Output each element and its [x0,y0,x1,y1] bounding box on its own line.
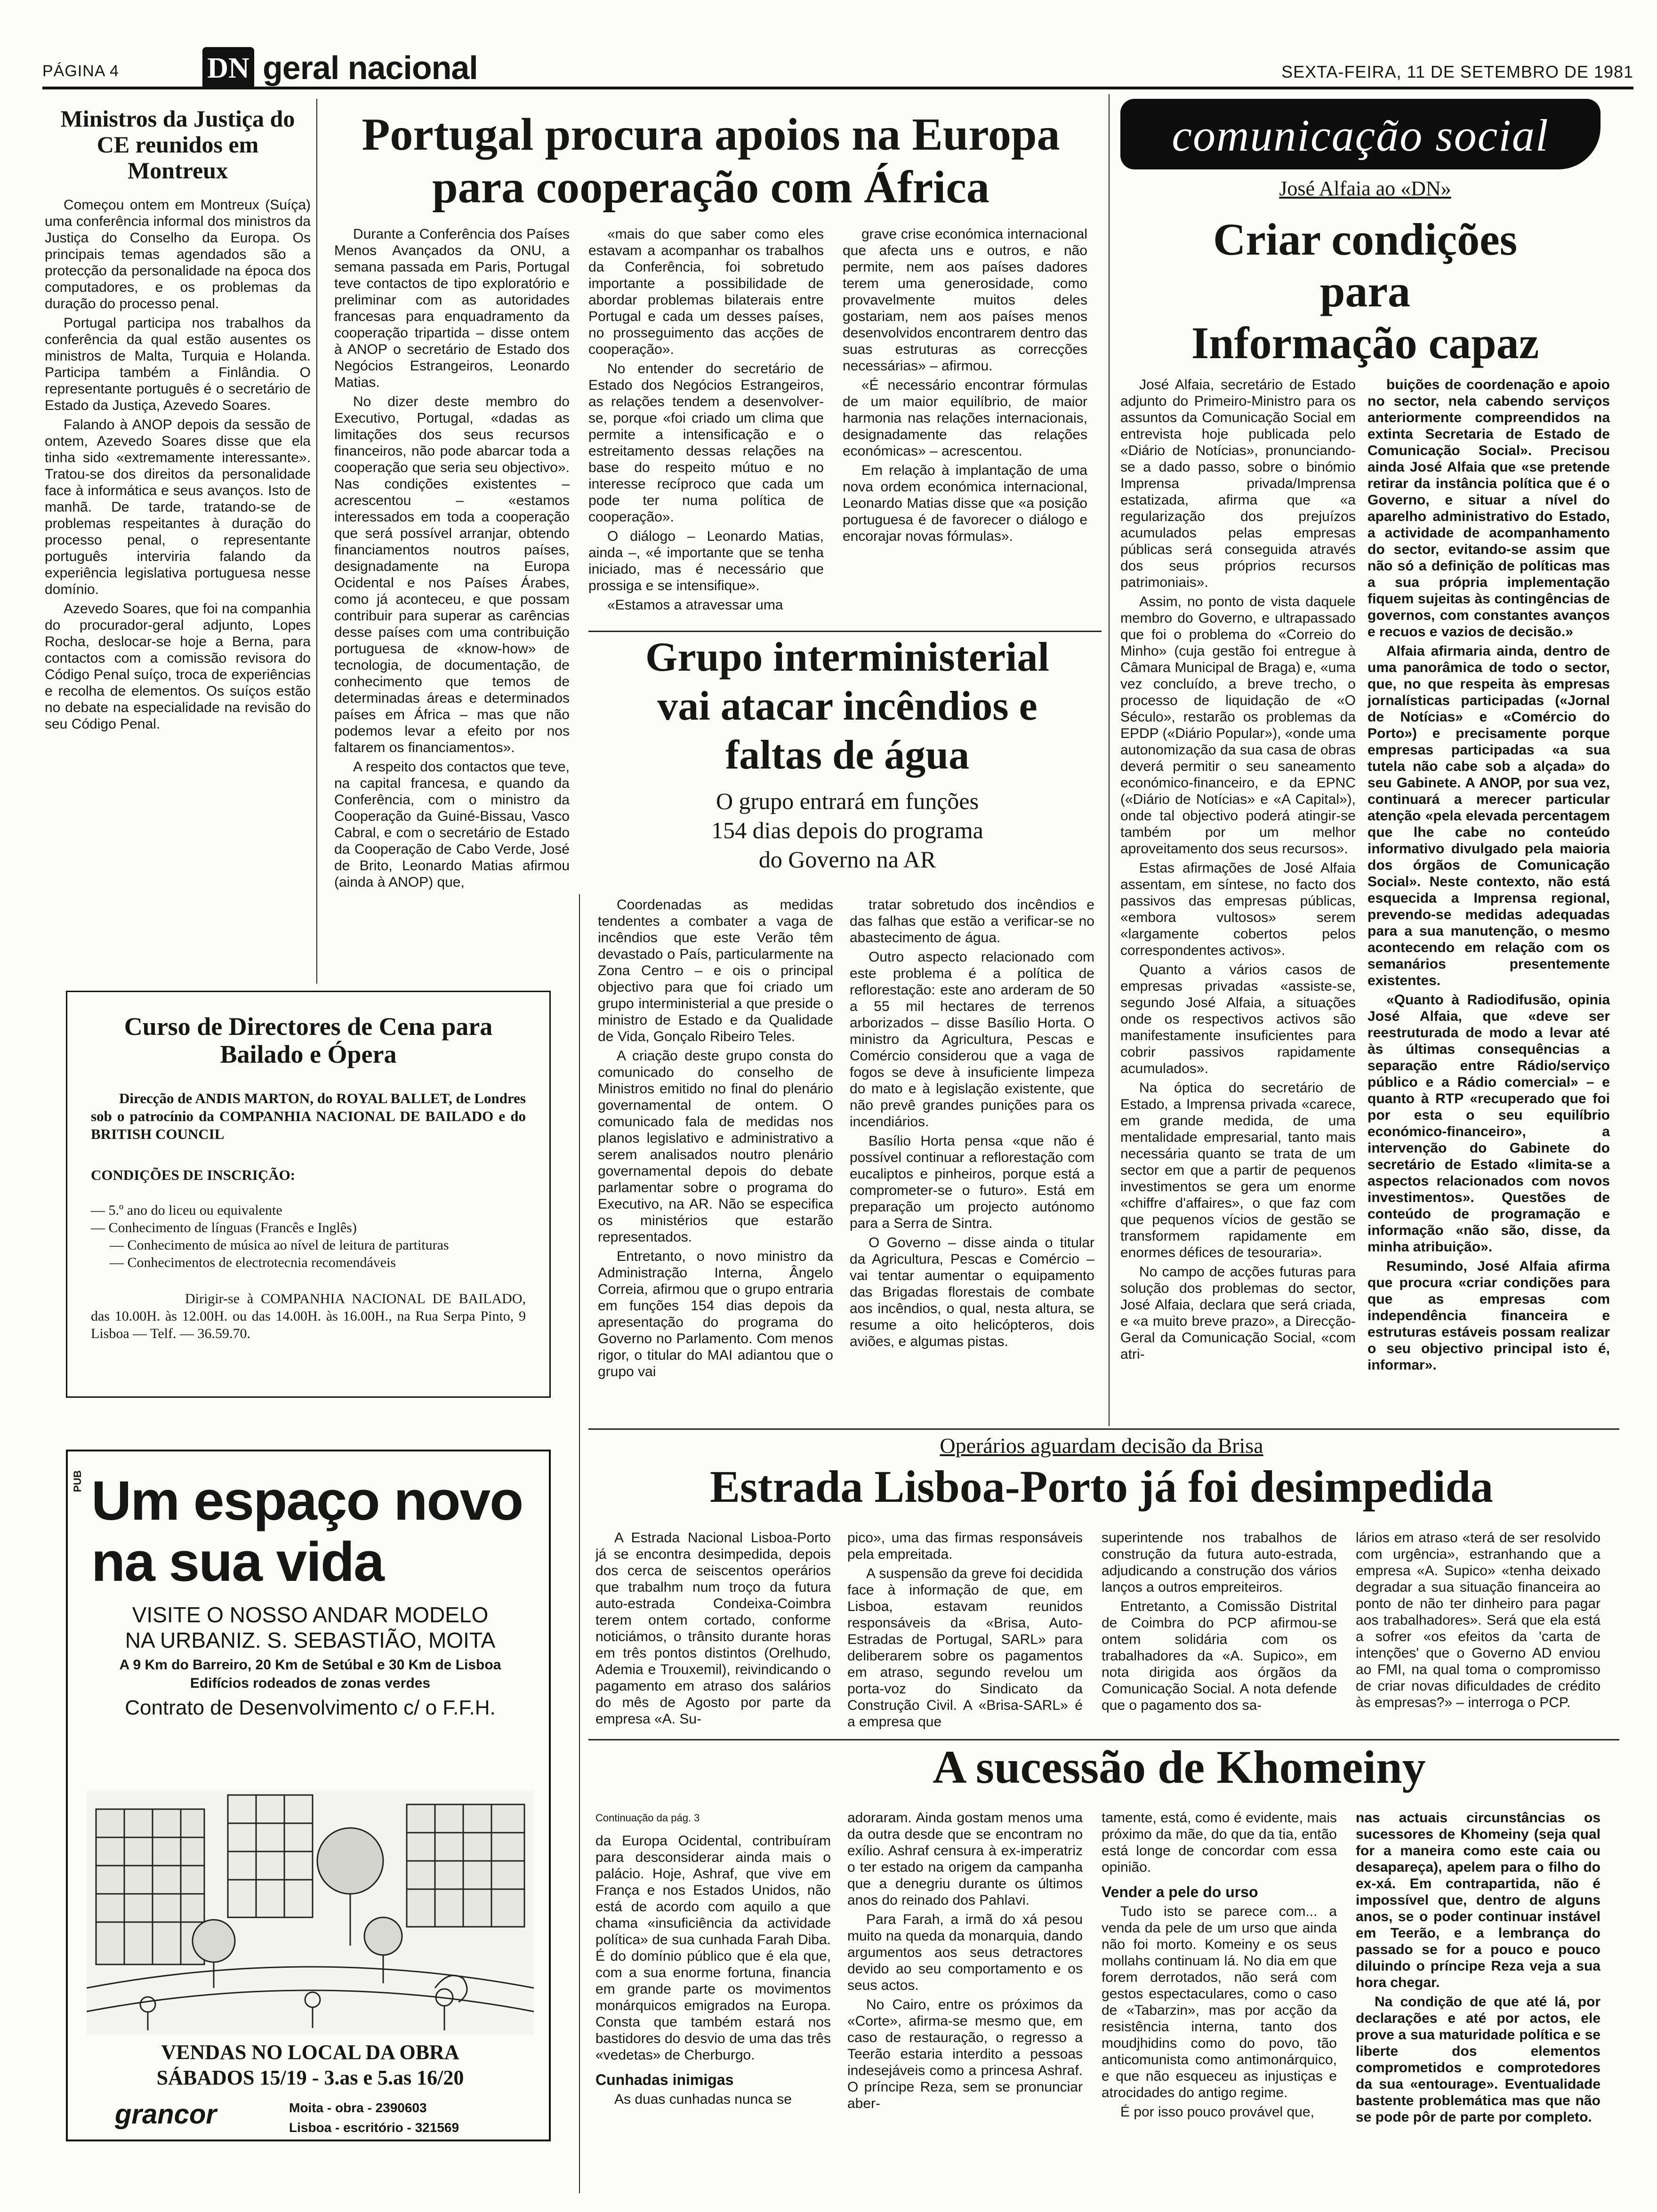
curso-direction: Direcção de ANDIS MARTON, do ROYAL BALLET, de Londres sob o patrocínio da COMPANHIA NACIONAL DE BAILADO e do BRITISH COUNCIL [91,1090,526,1142]
khomeiny-col-2 [847,1810,1083,2196]
portugal-col-2 [588,226,824,616]
grancor-advertisement [66,1450,551,2141]
ad-title-line-1: Um espaço novo [91,1470,523,1532]
paragraph: No dizer deste membro do Executivo, Portugal, «dadas as limitações dos seus recursos financeiros, não pode abarcar toda a cooperação que seria seu objectivo». Nas condições existentes – acrescentou – «estamos interessados em toda a cooperação que será possível arranjar, obtendo financiamentos noutros países, designadamente na Europa Ocidental e nos Países Árabes, como já aconteceu, e que possam contribuir para superar as carências desse países com uma contribuição portuguesa de «know-how» de tecnologia, de documentação, de conhecimento que temos de determinadas áreas e determinados países em África – mas que não podemos levar a efeito por nos faltarem os financiamentos». [334,394,570,755]
paragraph: Assim, no ponto de vista daquele membro do Governo, e ultrapassado que foi o problema do «Correio do Minho» (cuja gestão foi entregue à Câmara Municipal de Braga) e, «uma vez concluído, a breve trecho, o processo de liquidação de «O Século», restarão os problemas da EPDP («Diário Popular»), «onde uma autonomização da sua casa de obras deverá permitir o seu saneamento económico-financeiro, e da EPNC («Diário de Notícias» e «A Capital»), onde tal objectivo poderá atingir-se também por um melhor aproveitamento dos seus recursos». [1120,594,1356,857]
paragraph: Resumindo, José Alfaia afirma que procura «criar condições para que as empresas com independência financeira e estruturas estáveis possam realizar o seu objectivo principal isto é, informar». [1367,1258,1610,1373]
ad-title-line-2: na sua vida [91,1531,384,1593]
paragraph: Falando à ANOP depois da sessão de ontem, Azevedo Soares disse que ela tinha sido «extremamente interessante». Tratou-se dos direitos da personalidade face à informática e seus avanços. Isto de manhã. De tarde, tratando-se de problemas respeitantes à duração do processo penal, o representante português interviria falando da experiência legislativa portuguesa nesse domínio. [45,417,311,597]
curso-conditions-title: CONDIÇÕES DE INSCRIÇÃO: [91,1166,296,1183]
paragraph: É por isso pouco provável que, [1120,2104,1314,2120]
estrada-headline: Estrada Lisboa-Porto já foi desimpedida [709,1461,1494,1512]
paragraph: Estas afirmações de José Alfaia assentam, em síntese, no facto dos passivos das empresas públicas, «embora vultosos» serem «largamente cobertos pelos correspondentes activos». [1120,860,1356,958]
dn-logo: DN [202,47,254,89]
paragraph: Para Farah, a irmã do xá pesou muito na queda da monarquia, dando argumentos aos seus detractores devido ao seu comportamento e os seus actos. [847,1912,1083,1993]
comunicacao-col-1 [1120,377,1356,1419]
paragraph: «Estamos a atravessar uma [607,597,783,613]
paragraph: A criação deste grupo consta do comunicado do conselho de Ministros emitido no final do plenário governamental de ontem. O comunicado fala de medidas nos planos legislativo e administrativo a serem analisados noutro plenário governamental depois do debate parlamentar sobre o programa do Executivo, na AR. Não se especifica os ministérios que estarão representados. [598,1048,833,1245]
paragraph: No entender do secretário de Estado dos Negócios Estrangeiros, as relações tendem a desenvolver-se, porque «foi criado um clima que permite a intensificação e o estreitamento dessas relações na base do respeito mútuo e no interesse recíproco que cada um pode ter numa política de cooperação». [588,361,824,525]
paragraph: Começou ontem em Montreux (Suíça) uma conferência informal dos ministros da Justiça do Conselho da Europa. Os principais temas agendados são a protecção da personalidade na época dos computadores, e os problemas da duração do processo penal. [45,197,311,312]
khomeiny-col-1 [595,1810,831,2196]
paragraph: pico», uma das firmas responsáveis pela empreitada. [847,1530,1083,1562]
comunicacao-headline: Criar condições para Informação capaz [1191,214,1539,368]
page-number: PÁGINA 4 [42,62,119,80]
paragraph: O Governo – disse ainda o titular da Agricultura, Pescas e Comércio – vai tentar aumentar o equipamento das Brigadas florestais de combate aos incêndios, o qual, nesta altura, se resume a oito helicópteros, dois aviões, e algumas pistas. [850,1235,1094,1349]
khomeiny-col-4 [1356,1810,1601,2196]
paragraph: As duas cunhadas nunca se [614,2092,792,2107]
curso-box [66,991,551,1398]
paragraph: Entretanto, a Comissão Distrital de Coimbra do PCP afirmou-se ontem solidária com os trabalhadores da «A. Supico», em nota dirigida aos órgãos da Comunicação Social. A nota defende que o pagamento dos sa- [1102,1599,1337,1713]
grupo-deck: O grupo entrará em funções 154 dias depois do programa do Governo na AR [711,788,983,873]
paragraph: adoraram. Ainda gostam menos uma da outra desde que se encontram no exílio. Ashraf censura à ex-imperatriz o ter estado na origem da campanha que a denegriu durante os últimos anos do reinado dos Pahlavi. [847,1810,1083,1908]
column-rule [579,894,580,2193]
list-item: — Conhecimento de música ao nível de leitura de partituras [110,1237,449,1253]
paragraph: da Europa Ocidental, contribuíram para desconsiderar ainda mais o palácio. Hoje, Ashraf, que vive em França e nos Estados Unidos, não está de acordo com aquilo a que chama «insuficiência da actividade política» de sua cunhada Farah Diba. É do domínio público que é ela que, com a sua enorme fortuna, financia em grande parte os movimentos monárquicos emigrados na Europa. Consta que também estará nos bastidores do desvio de uma das três «vedetas» de Cherburgo. [595,1833,831,2063]
ad-phone-office: Lisboa - escritório - 321569 [289,2120,459,2135]
portugal-col-3 [843,226,1087,547]
paragraph: «É necessário encontrar fórmulas de um maior equilíbrio, de maior harmonia nas relações internacionais, designadamente das relações económicas» – acrescentou. [843,377,1087,459]
paragraph: Em relação à implantação de uma nova ordem económica internacional, Leonardo Matias disse que «a posição portuguesa é de favorecer o diálogo e encorajar novas fórmulas». [843,463,1087,544]
grupo-col-2 [850,897,1094,1424]
estrada-col-1 [595,1530,831,1741]
paragraph: Na óptica do secretário de Estado, a Imprensa privada «carece, em grande medida, de uma mentalidade empresarial, tanto mais necessária quanto se trata de um sector em que a partir de pequenos investimentos se gera um enorme «chiffre d'affaires», o que faz com que pequenos vícios de gestão se transformem rapidamente em enormes défices de tesouraria». [1120,1080,1356,1260]
ad-phone-site: Moita - obra - 2390603 [289,2100,427,2115]
paragraph: buições de coordenação e apoio no sector, nela cabendo serviços anteriormente compreendidos na extinta Secretaria de Estado de Comunicação Social». Precisou ainda José Alfaia que «se pretende retirar da instância política que é o Governo, e situar a nível do aparelho administrativo do Estado, a actividade de acompanhamento do sector, evitando-se assim que não só a definição de políticas mas a sua própria implementação fiquem sujeitas às contingências de governos, com constantes avanços e recuos e vazios de decisão.» [1367,377,1610,640]
list-item: — Conhecimentos de electrotecnia recomendáveis [110,1254,396,1270]
khomeiny-col-3 [1102,1810,1337,2196]
section-rule [588,1428,1619,1430]
khomeiny-headline: A sucessão de Khomeiny [933,1741,1426,1793]
dateline: SEXTA-FEIRA, 11 DE SETEMBRO DE 1981 [1281,62,1633,81]
curso-conditions-list [91,1202,526,1271]
paragraph: Na condição de que até lá, por declarações e até por actos, ele prove a sua maturidade política e se liberte dos elementos comprometidos e comprotedores da sua «entourage». Eventualidade bastente problemática mas que não se pode pôr de parte por completo. [1356,1994,1601,2125]
pub-label: PUB [72,1470,83,1492]
ad-location-line: NA URBANIZ. S. SEBASTIÃO, MOITA [125,1628,496,1652]
subheading: Cunhadas inimigas [595,2071,734,2088]
paragraph: José Alfaia, secretário de Estado adjunto do Primeiro-Ministro para os assuntos da Comunicação Social em entrevista hoje publicada pelo «Diário de Notícias», pronunciando-se a dado passo, sobre o binómio Imprensa privada/Imprensa estatizada, afirma que «a regularização dos prejuízos acumulados pelas empresas públicas será conseguida através dos seus próprios recursos patrimoniais». [1120,377,1356,590]
portugal-headline: Portugal procura apoios na Europa para cooperação com África [362,109,1060,213]
estrada-article [586,1433,1617,1527]
ministros-article [45,106,311,986]
ad-distance-line: A 9 Km do Barreiro, 20 Km de Setúbal e 30 Km de Lisboa [119,1657,501,1673]
paragraph: Alfaia afirmaria ainda, dentro de uma panorâmica de todo o sector, que, no que respeita às empresas jornalísticas participadas («Jornal de Notícias» e «Comércio do Porto») e precisamente porque empresas participadas «a sua tutela não cabe sob a alçada» do seu Gabinete. A ANOP, por sua vez, continuará a merecer particular atenção «pela elevada percentagem que lhe cabe no conteúdo informativo divulgado pela maioria dos órgãos de Comunicação Social». Neste contexto, não está esquecida a Imprensa regional, prevendo-se medidas adequadas para a sua manutenção, o mesmo acontecendo em relação com os semanários presentemente existentes. [1367,643,1610,988]
ad-contract-line: Contrato de Desenvolvimento c/ o F.F.H. [125,1696,496,1719]
paragraph: nas actuais circunstâncias os sucessores de Khomeiny (seja qual for a maneira como este caia ou desapareça), apelem para o filho do ex-xá. Em contrapartida, não é impossível que, dentro de alguns anos, se o poder continuar instável em Teerão, e a lembrança do passado se for a pouco e pouco diluindo o príncipe Reza veja a sua hora chegar. [1356,1810,1601,1990]
list-item: — 5.º ano do liceu ou equivalente [91,1202,282,1218]
paragraph: No Cairo, entre os próximos da «Corte», afirma-se mesmo que, em caso de restauração, o regresso a Teerão estaria interdito a pessoas indesejáveis como a princesa Ashraf. O príncipe Reza, sem se pronunciar aber- [847,1997,1083,2111]
paragraph: O diálogo – Leonardo Matias, ainda –, «é importante que se tenha iniciado, mas é necessário que prossiga e se intensifique». [588,529,824,593]
grancor-logo: grancor [115,2099,217,2130]
paragraph: Coordenadas as medidas tendentes a combater a vaga de incêndios que este Verão têm devastado o País, particularmente na Zona Centro – e ois o principal objectivo para que foi criado um grupo interministerial a que preside o ministro de Estado e da Qualidade de Vida, Gonçalo Ribeiro Teles. [598,897,833,1044]
paragraph: tamente, está, como é evidente, mais próximo da mãe, do que da tia, então está longe de concordar com essa opinião. [1102,1810,1337,1875]
paragraph: A respeito dos contactos que teve, na capital francesa, e quando da Conferência, com o ministro da Cooperação da Guiné-Bissau, Vasco Cabral, e com o secretário de Estado da Cooperação de Cabo Verde, José de Brito, Leonardo Matias afirmou (ainda à ANOP) que, [334,759,570,890]
curso-title: Curso de Directores de Cena para Bailado e Ópera [124,1012,493,1069]
column-rule [316,99,317,984]
estrada-col-4 [1356,1530,1601,1741]
ad-visit-line: VISITE O NOSSO ANDAR MODELO [132,1603,489,1627]
continued-note: Continuação da pág. 3 [595,1812,700,1824]
paragraph: lários em atraso «terá de ser resolvido com urgência», estranhando que a empresa «A. Supico» «tenha deixado degradar a sua situação financeira ao ponto de não ter dinheiro para pagar aos trabalhadores». Será que ela está a sofrer «os efeitos da 'carta de intenções' que o Governo AD enviou ao FMI, na qual toma o compromisso de criar novas dificuldades de crédito às empresas?» – interroga o PCP. [1356,1530,1601,1710]
paragraph: Outro aspecto relacionado com este problema é a política de reflorestação: este ano arderam de 50 a 55 mil hectares de terrenos arborizados – disse Basílio Horta. O ministro da Agricultura, Pescas e Comércio considerou que a vaga de fogos se deve à insuficiente limpeza do mato e à legislação existente, que não prevê grandes punições para os incendiários. [850,949,1094,1130]
section-rule [588,1739,1619,1740]
comunicacao-article [1116,176,1615,374]
paragraph: Durante a Conferência dos Países Menos Avançados da ONU, a semana passada em Paris, Portugal teve contactos de tipo exploratório e preliminar com as autoridades francesas para enquadramento da cooperação tripartida – disse ontem à ANOP o secretário de Estado dos Negócios Estrangeiros, Leonardo Matias. [334,226,570,390]
paragraph: «Quanto à Radiodifusão, opinia José Alfaia, que «deve ser reestruturada de modo a levar até às últimas consequências a separação entre Rádio/serviço público e a Rádio comercial» – e quanto à RTP «recuperado que foi por esta o seu equilíbrio económico-financeiro», a intervenção do Gabinete do secretário de Estado «limita-se a aspectos relacionados com novos investimentos». Questões de conteúdo de programação e informação «não são, disse, da minha atribuição». [1367,992,1610,1255]
paragraph: Entretanto, o novo ministro da Administração Interna, Ângelo Correia, afirmou que o grupo entraria em funções 154 dias depois da apresentação do programa do Governo no Parlamento. Com menos rigor, o titular do MAI adiantou que o grupo vai [598,1249,833,1379]
portugal-col-1 [334,226,570,893]
paragraph: Tudo isto se parece com... a venda da pele de um urso que ainda não foi morto. Komeiny e os seus mollahs continuam lá. No dia em que forem derrotados, não será com gestos espectaculares, como o caso de «Tabarzin», mas por acção da resistência interna, tanto dos moudjhidins como do povo, tão anticomunista como antimonárquico, e que não esqueceu as injustiças e atrocidades do antigo regime. [1102,1904,1337,2100]
comunicacao-col-2 [1367,377,1610,1419]
section-title: geral nacional [263,49,478,86]
estrada-col-3 [1102,1530,1337,1741]
estrada-kicker: Operários aguardam decisão da Brisa [940,1434,1263,1458]
section-rule [588,631,1102,632]
paragraph: Azevedo Soares, que foi na companhia do procurador-geral adjunto, Lopes Rocha, deslocar-se hoje a Berna, para contactos com a comissão revisora do Código Penal suíço, troca de experiências e recolha de elementos. Os suíços estão no debate na especialidade na revisão do seu Código Penal. [45,601,311,732]
paragraph: Quanto a vários casos de empresas privadas «assiste-se, segundo José Alfaia, a situações onde os respectivos activos são manifestamente insuficientes para cobrir passivos rapidamente acumulados». [1120,962,1356,1076]
curso-contact: Dirigir-se à COMPANHIA NACIONAL DE BAILADO, das 10.00H. às 12.00H. ou das 14.00H. às 16.00H., na Rua Serpa Pinto, 9 Lisboa — Telf. — 36.59.70. [91,1290,526,1341]
ad-sales-line: VENDAS NO LOCAL DA OBRA [161,2041,459,2064]
ad-green-line: Edifícios rodeados de zonas verdes [190,1675,431,1691]
grupo-headline: Grupo interministerial vai atacar incêndios e faltas de água [645,634,1049,778]
list-item: — Conhecimento de línguas (Francês e Inglês) [91,1219,357,1235]
paragraph: Portugal participa nos trabalhos da conferência da qual estão ausentes os ministros de Malta, Turquia e Holanda. Participa também a Finlândia. O representante português é o secretário de Estado da Justiça, Azevedo Soares. [45,315,311,413]
subheading: Vender a pele do urso [1102,1883,1258,1900]
estrada-col-2 [847,1530,1083,1741]
urban-illustration [87,1790,534,2035]
column-rule [1109,94,1110,1426]
paragraph: Basílio Horta pensa «que não é possível continuar a reflorestação com eucaliptos e pinheiros, porque está a comprometer-se o futuro». Está em preparação um projecto autónomo para a Serra de Sintra. [850,1133,1094,1231]
paragraph: A Estrada Nacional Lisboa-Porto já se encontra desimpedida, depois dos cerca de seiscentos operários que trabalhm num troço da futura auto-estrada Condeixa-Coimbra terem ontem cortado, conforme noticiámos, o trânsito durante horas em três pontos distintos (Orelhudo, Ademia e Trouxemil), reivindicando o pagamento em atraso dos salários do mês de Agosto por parte da empresa «A. Su- [595,1530,831,1727]
paragraph: A suspensão da greve foi decidida face à informação de que, em Lisboa, estavam reunidos responsáveis da «Brisa, Auto-Estradas de Portugal, SARL» para deliberarem sobre os pagamentos em atraso, segundo revelou um porta-voz do Sindicato da Construção Civil. A «Brisa-SARL» é a empresa que [847,1566,1083,1730]
grupo-col-1 [598,897,833,1424]
paragraph: superintende nos trabalhos de construção da futura auto-estrada, adjudicando a construção dos vários lanços a outros empreiteiros. [1102,1530,1337,1595]
comunicacao-kicker: José Alfaia ao «DN» [1279,177,1451,200]
paragraph: No campo de acções futuras para solução dos problemas do sector, José Alfaia, declara que será criada, e «a muito breve prazo», a Direcção-Geral da Comunicação Social, «com atri- [1120,1264,1356,1362]
paragraph: tratar sobretudo dos incêndios e das falhas que estão a verificar-se no abastecimento de água. [850,897,1094,946]
paragraph: «mais do que saber como eles estavam a acompanhar os trabalhos da Conferência, foi sobretudo importante a possibilidade de abordar problemas bilaterais entre Portugal e cada um desses países, no prosseguimento das acções de cooperação». [588,226,824,357]
ministros-headline: Ministros da Justiça do CE reunidos em Montreux [60,106,295,184]
ministros-body [45,197,311,732]
paragraph: grave crise económica internacional que afecta uns e outros, e não permite, nem aos países dadores terem uma generosidade, como provavelmente muitos deles gostariam, nem aos países menos desenvolvidos encontrarem dentro das suas estruturas as correcções necessárias» – afirmou. [843,226,1087,374]
comunicacao-social-banner: comunicação social [1120,99,1601,169]
masthead [42,28,1633,89]
ad-hours-line: SÁBADOS 15/19 - 3.as e 5.as 16/20 [156,2066,464,2089]
